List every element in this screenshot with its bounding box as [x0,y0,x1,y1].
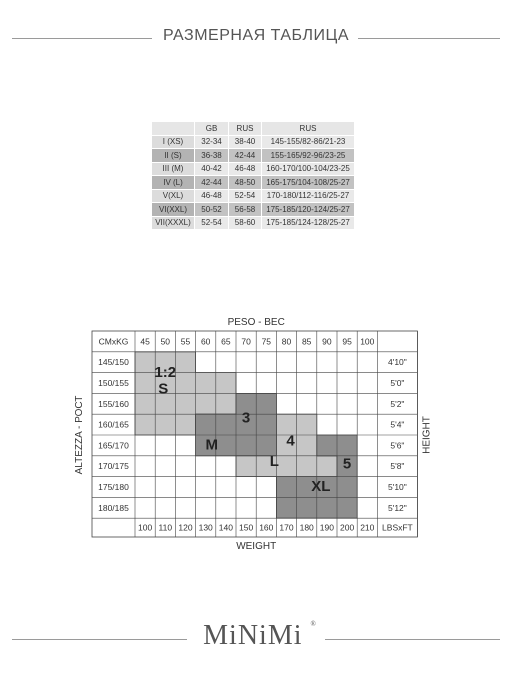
table-cell: 42-44 [229,149,262,163]
table-cell: 38-40 [229,135,262,149]
table-cell: V(XL) [152,189,195,203]
table-cell: 145-155/82-86/21-23 [262,135,355,149]
table-cell: II (S) [152,149,195,163]
weight-title: WEIGHT [236,541,277,552]
table-cell: VI(XXL) [152,203,195,217]
table-row [152,149,355,163]
weight-kg-tick: 55 [180,336,191,347]
height-cm-tick: 155/160 [98,398,129,409]
table-cell: 50-52 [195,203,229,217]
table-cell: 170-180/112-116/25-27 [262,189,355,203]
table-row [152,176,355,190]
height-ft-tick: 5'8" [390,461,405,472]
zone-s-letter: S [158,380,169,398]
table-cell: 40-42 [195,162,229,176]
table-cell: 42-44 [195,176,229,190]
weight-lbs-tick: 100 [138,522,153,533]
height-ft-tick: 5'12" [387,502,407,513]
weight-lbs-tick: 150 [239,522,254,533]
table-row [152,162,355,176]
weight-kg-tick: 65 [221,336,231,347]
weight-kg-tick: 95 [342,336,352,347]
table-cell: 160-170/100-104/23-25 [262,162,355,176]
brand-name: MiNiMi [195,620,310,651]
zone-xl-number: 5 [342,455,352,473]
brand-logo [0,620,512,652]
size-grid-chart [0,300,512,560]
height-ft-tick: 5'6" [390,440,405,451]
table-cell: 155-165/92-96/23-25 [262,149,355,163]
zone-l-letter: L [269,453,279,471]
weight-lbs-tick: 130 [198,522,213,533]
table-cell: 36-38 [195,149,229,163]
height-cm-title: ALTEZZA - РОСТ [74,395,85,475]
table-cell: 165-175/104-108/25-27 [262,176,355,190]
weight-kg-tick: 85 [301,336,312,347]
table-row [152,135,355,149]
weight-kg-tick: 45 [140,336,150,347]
weight-lbs-tick: 210 [360,522,375,533]
height-ft-tick: 5'0" [390,378,405,388]
weight-kg-title: PESO - ВЕС [227,317,285,328]
table-cell: 46-48 [229,162,262,176]
table-cell: I (XS) [152,135,195,149]
zone-l-number: 4 [286,432,295,450]
size-table-col-size [152,122,195,136]
registered-mark: ® [310,620,317,628]
table-cell: III (M) [152,162,195,176]
table-cell: IV (L) [152,176,195,190]
zone-m-letter: M [205,436,219,454]
zone-m-number: 3 [241,409,251,427]
height-ft-title: HEIGHT [421,416,433,454]
weight-kg-tick: 70 [241,336,251,347]
size-table-col-rus-measure: RUS [262,122,355,136]
weight-lbs-tick: 160 [259,522,274,533]
table-row [152,203,355,217]
height-cm-tick: 145/150 [98,357,129,368]
height-cm-tick: 160/165 [98,419,129,430]
weight-kg-tick: 100 [360,336,375,347]
table-cell: 52-54 [229,189,262,203]
lbs-ft-label: LBSxFT [382,522,413,533]
height-ft-tick: 5'4" [390,419,405,430]
zone-xl-letter: XL [311,478,331,496]
table-cell: 58-60 [229,216,262,230]
height-cm-tick: 150/155 [98,378,129,388]
table-cell: 56-58 [229,203,262,217]
height-cm-tick: 180/185 [98,502,129,513]
weight-kg-tick: 50 [160,336,171,347]
height-cm-tick: 165/170 [98,440,129,451]
table-cell: 175-185/124-128/25-27 [262,216,355,230]
table-row [152,216,355,230]
size-table-col-gb: GB [195,122,229,136]
height-ft-tick: 5'10" [387,482,407,492]
weight-lbs-tick: 140 [218,522,233,533]
size-table-header [152,122,355,136]
corner-label: CMxKG [98,336,129,347]
height-ft-tick: 5'2" [390,398,405,409]
height-cm-tick: 170/175 [98,461,129,472]
weight-lbs-tick: 170 [279,522,294,533]
weight-lbs-tick: 120 [178,522,193,533]
height-ft-tick: 4'10" [387,357,407,368]
weight-kg-tick: 90 [322,336,332,347]
table-cell: 32-34 [195,135,229,149]
size-table-col-rus: RUS [229,122,262,136]
weight-kg-tick: 75 [261,336,272,347]
table-row [152,189,355,203]
page-title: РАЗМЕРНАЯ ТАБЛИЦА [0,27,512,45]
height-cm-tick: 175/180 [98,482,129,492]
table-cell: VII(XXXL) [152,216,195,230]
weight-lbs-tick: 180 [299,522,314,533]
table-cell: 46-48 [195,189,229,203]
table-cell: 48-50 [229,176,262,190]
weight-kg-tick: 80 [281,336,292,347]
weight-lbs-tick: 190 [319,522,334,533]
weight-lbs-tick: 110 [158,522,173,533]
weight-lbs-tick: 200 [340,522,355,533]
weight-kg-tick: 60 [200,336,211,347]
zone-s-number: 1:2 [154,363,177,381]
table-cell: 175-185/120-124/25-27 [262,203,355,217]
size-table [151,121,355,230]
table-cell: 52-54 [195,216,229,230]
